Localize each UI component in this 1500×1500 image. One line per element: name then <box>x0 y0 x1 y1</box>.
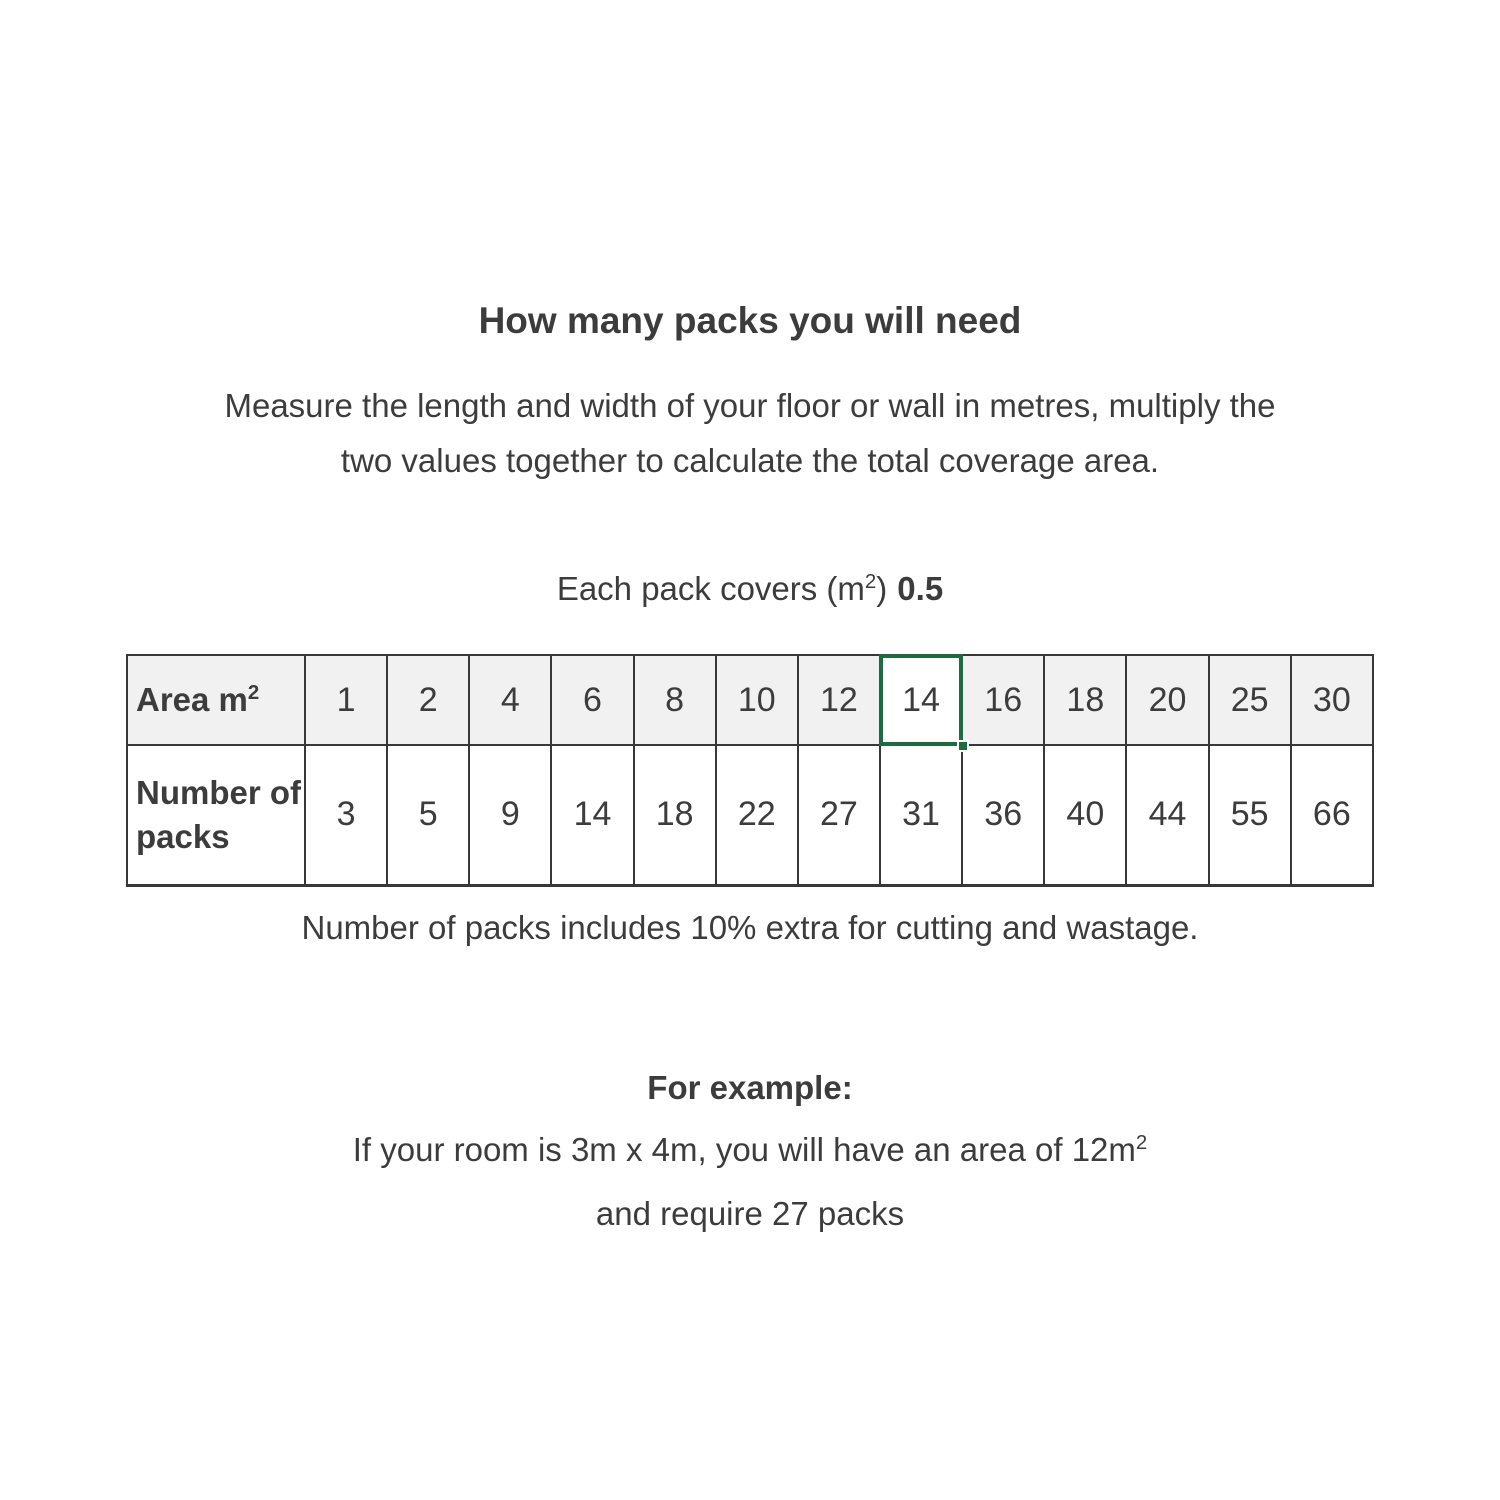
area-row-label <box>127 655 305 745</box>
packs-cell[interactable]: 3 <box>305 745 387 885</box>
packs-cell[interactable]: 40 <box>1044 745 1126 885</box>
area-cell[interactable]: 18 <box>1044 655 1126 745</box>
area-label-superscript: 2 <box>247 681 260 705</box>
packs-cell[interactable]: 44 <box>1126 745 1208 885</box>
packs-table <box>126 654 1374 887</box>
packs-cell[interactable]: 18 <box>634 745 716 885</box>
area-cell[interactable]: 4 <box>469 655 551 745</box>
packs-cell[interactable]: 22 <box>716 745 798 885</box>
area-cell[interactable]: 16 <box>962 655 1044 745</box>
area-cell[interactable]: 30 <box>1291 655 1373 745</box>
intro-line-2: two values together to calculate the total coverage area. <box>340 442 1160 479</box>
packs-cell[interactable]: 27 <box>798 745 880 885</box>
coverage-value: 0.5 <box>897 570 944 607</box>
intro-paragraph <box>0 378 1500 488</box>
example-line-2: and require 27 packs <box>595 1194 905 1232</box>
packs-cell[interactable]: 5 <box>387 745 469 885</box>
intro-line-1: Measure the length and width of your floor or wall in metres, multiply the <box>224 387 1276 424</box>
packs-row <box>127 745 1373 885</box>
example-line-1-text: If your room is 3m x 4m, you will have an area of 12m <box>352 1130 1136 1168</box>
area-cell-selected[interactable]: 14 <box>880 655 962 745</box>
area-cell[interactable]: 10 <box>716 655 798 745</box>
packs-row-label: Number of packs <box>127 745 305 885</box>
cell-selection-box <box>879 654 963 746</box>
area-cell[interactable]: 1 <box>305 655 387 745</box>
wastage-note: Number of packs includes 10% extra for cutting and wastage. <box>301 908 1199 946</box>
area-cell[interactable]: 2 <box>387 655 469 745</box>
area-cell[interactable]: 8 <box>634 655 716 745</box>
area-cell[interactable]: 12 <box>798 655 880 745</box>
coverage-suffix: ) <box>876 570 888 607</box>
coverage-superscript: 2 <box>864 570 877 593</box>
packs-cell[interactable]: 36 <box>962 745 1044 885</box>
example-line-1 <box>0 1131 1500 1169</box>
example-superscript: 2 <box>1135 1130 1148 1154</box>
area-cell[interactable]: 20 <box>1126 655 1208 745</box>
coverage-prefix: Each pack covers (m <box>556 570 865 607</box>
coverage-line <box>0 570 1500 608</box>
packs-cell[interactable]: 9 <box>469 745 551 885</box>
page-title: How many packs you will need <box>478 300 1022 341</box>
packs-cell[interactable]: 14 <box>551 745 633 885</box>
packs-cell[interactable]: 66 <box>1291 745 1373 885</box>
packs-cell[interactable]: 55 <box>1209 745 1291 885</box>
area-row <box>127 655 1373 745</box>
packs-cell[interactable]: 31 <box>880 745 962 885</box>
area-cell[interactable]: 6 <box>551 655 633 745</box>
area-label-text: Area m <box>136 681 248 719</box>
area-cell[interactable]: 25 <box>1209 655 1291 745</box>
example-heading: For example: <box>647 1068 853 1106</box>
